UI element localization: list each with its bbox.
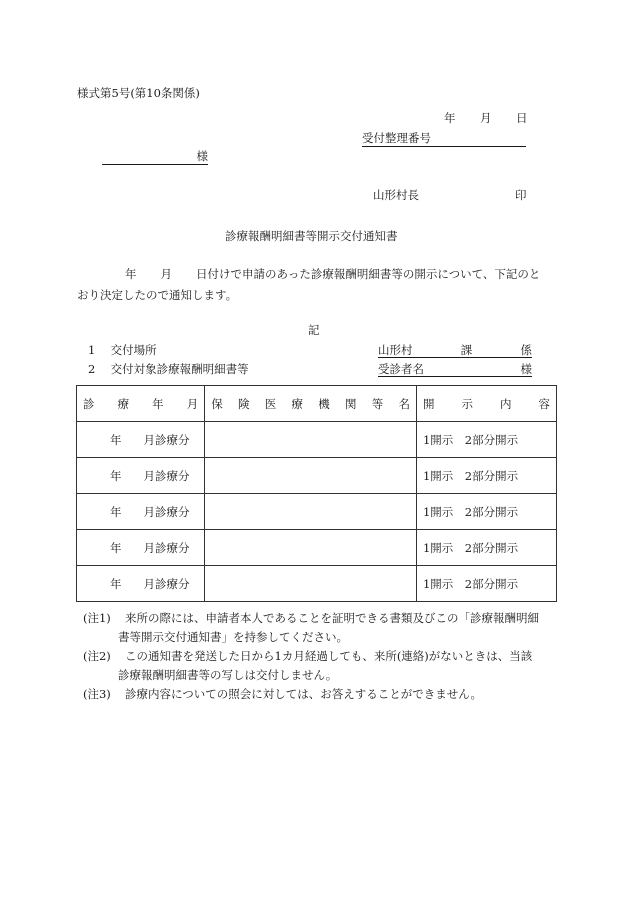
institution-cell[interactable] (205, 422, 417, 458)
month-label: 月診療分 (143, 540, 190, 555)
content-cell: 1開示 2部分開示 (416, 422, 556, 458)
note-2-line-1 (83, 647, 563, 666)
item-1 (88, 342, 157, 358)
content-cell: 1開示 2部分開示 (416, 494, 556, 530)
note-2-line-2: 診療報酬明細書等の写しは交付しません。 (118, 668, 338, 682)
disclosure-table (76, 385, 557, 602)
header-char: 名 (398, 396, 410, 411)
institution-cell[interactable] (205, 458, 417, 494)
item-2-patient: 受診者名 (378, 362, 424, 376)
header-char: 関 (344, 396, 357, 411)
header-char: 医 (264, 396, 277, 411)
institution-cell[interactable] (205, 494, 417, 530)
intro-line-1 (77, 264, 557, 285)
header-char: 診 (83, 396, 95, 411)
header-char: 保 (211, 396, 223, 411)
note-1-line-1 (83, 609, 563, 628)
header-char: 内 (499, 396, 512, 411)
table-row (77, 458, 557, 494)
year-label: 年 (110, 504, 122, 519)
treatment-month-cell (77, 530, 205, 566)
date-month: 月 (480, 111, 492, 125)
item-1-value (378, 342, 532, 358)
content-cell: 1開示 2部分開示 (416, 530, 556, 566)
item-1-section: 課 (460, 343, 473, 357)
year-label: 年 (110, 576, 122, 591)
intro-paragraph (77, 264, 557, 306)
header-treatment-month (77, 386, 205, 422)
table-row (77, 566, 557, 602)
header-institution (205, 386, 417, 422)
reception-number-label: 受付整理番号 (362, 131, 431, 145)
table-row (77, 422, 557, 458)
header-char: 等 (371, 396, 384, 411)
addressee-field (102, 148, 208, 165)
item-2-label: 交付対象診療報酬明細書等 (110, 362, 249, 376)
item-2 (88, 361, 249, 377)
content-cell: 1開示 2部分開示 (416, 458, 556, 494)
form-number: 様式第5号(第10条関係) (77, 86, 200, 100)
note-2-text-1: この通知書を発送した日から1カ月経過しても、来所(連絡)がないときは、当該 (125, 649, 533, 663)
table-row (77, 494, 557, 530)
note-3-line-1 (83, 685, 563, 704)
note-2-label: (注2) (83, 649, 111, 663)
note-1-line-2: 書等開示交付通知書」を持参してください。 (118, 630, 348, 644)
issuer: 山形村長 (373, 188, 419, 202)
item-1-unit: 係 (520, 343, 532, 357)
institution-cell[interactable] (205, 530, 417, 566)
header-char: 療 (291, 396, 303, 411)
header-char: 機 (318, 396, 330, 411)
intro-line-1-rest: 日付けで申請のあった診療報酬明細書等の開示について、下記のと (196, 267, 541, 281)
month-label: 月診療分 (143, 468, 190, 483)
treatment-month-cell (77, 422, 205, 458)
item-2-value (378, 361, 532, 377)
month-label: 月診療分 (143, 432, 190, 447)
item-2-number: 2 (88, 362, 96, 376)
document-title: 診療報酬明細書等開示交付通知書 (225, 229, 398, 243)
item-1-place: 山形村 (378, 343, 413, 357)
ki-heading: 記 (308, 323, 320, 337)
intro-line-2: おり決定したので通知します。 (77, 288, 238, 302)
header-char: 示 (461, 396, 473, 411)
intro-month: 月 (160, 267, 172, 281)
item-2-suffix: 様 (520, 362, 532, 376)
year-label: 年 (110, 432, 122, 447)
note-1-label: (注1) (83, 611, 111, 625)
note-3-text-1: 診療内容についての照会に対しては、お答えすることができません。 (125, 687, 482, 701)
addressee-suffix: 様 (196, 149, 208, 163)
treatment-month-cell (77, 494, 205, 530)
header-char: 容 (538, 396, 550, 411)
institution-cell[interactable] (205, 566, 417, 602)
note-1-text-1: 来所の際には、申請者本人であることを証明できる書類及びこの「診療報酬明細 (125, 611, 539, 625)
table-header-row (77, 386, 557, 422)
treatment-month-cell (77, 458, 205, 494)
item-1-label: 交付場所 (110, 343, 157, 357)
year-label: 年 (110, 540, 122, 555)
header-char: 年 (152, 396, 164, 411)
reception-number-field (362, 130, 526, 147)
header-char: 開 (422, 396, 435, 411)
treatment-month-cell (77, 566, 205, 602)
header-char: 険 (237, 396, 250, 411)
note-2 (83, 647, 563, 685)
date-year: 年 (444, 111, 456, 125)
header-char: 月 (186, 396, 199, 411)
item-1-number: 1 (88, 343, 96, 357)
header-disclosure-content (416, 386, 556, 422)
seal-mark: 印 (515, 188, 527, 202)
note-3 (83, 685, 563, 704)
content-cell: 1開示 2部分開示 (416, 566, 556, 602)
month-label: 月診療分 (143, 504, 190, 519)
table-row (77, 530, 557, 566)
month-label: 月診療分 (143, 576, 190, 591)
intro-year: 年 (125, 267, 137, 281)
note-3-label: (注3) (83, 687, 111, 701)
year-label: 年 (110, 468, 122, 483)
date-day: 日 (516, 111, 528, 125)
note-1 (83, 609, 563, 647)
header-char: 療 (117, 396, 130, 411)
